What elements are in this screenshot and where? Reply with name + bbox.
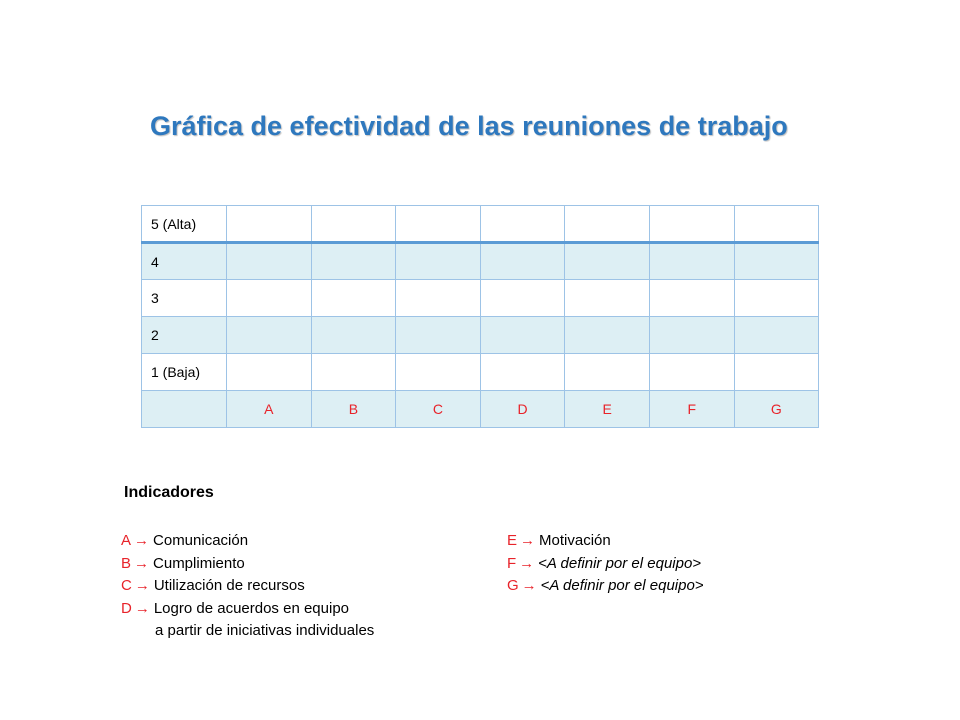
grid-cell bbox=[734, 354, 819, 391]
arrow-right-icon: → bbox=[134, 577, 150, 594]
grid-row bbox=[142, 354, 819, 391]
grid-cell bbox=[396, 280, 481, 317]
grid-cell bbox=[311, 206, 396, 243]
indicator-item bbox=[507, 530, 887, 553]
indicator-letter: B bbox=[121, 554, 132, 572]
grid-cell bbox=[227, 317, 312, 354]
category-label: A bbox=[227, 391, 312, 428]
category-label: G bbox=[734, 391, 819, 428]
indicator-item bbox=[507, 553, 887, 576]
rating-label: 5 (Alta) bbox=[142, 206, 227, 243]
indicator-text: Motivación bbox=[539, 532, 611, 549]
category-label: F bbox=[649, 391, 734, 428]
indicator-letter: D bbox=[121, 599, 132, 617]
grid-cell bbox=[565, 280, 650, 317]
rating-label: 4 bbox=[142, 243, 227, 280]
indicator-letter: F bbox=[507, 554, 517, 572]
category-label: B bbox=[311, 391, 396, 428]
grid-cell bbox=[649, 243, 734, 280]
grid-cell bbox=[565, 243, 650, 280]
grid-cell bbox=[311, 317, 396, 354]
page-title: Gráfica de efectividad de las reuniones de trabajo bbox=[150, 111, 788, 141]
arrow-right-icon: → bbox=[134, 554, 150, 572]
grid-cell bbox=[311, 243, 396, 280]
indicator-item bbox=[121, 530, 501, 553]
grid-cell bbox=[142, 391, 227, 428]
indicator-text: Utilización de recursos bbox=[153, 577, 305, 594]
grid-cell bbox=[649, 280, 734, 317]
grid-cell bbox=[480, 317, 565, 354]
grid-row bbox=[142, 280, 819, 317]
rating-label: 2 bbox=[142, 317, 227, 354]
arrow-right-icon: → bbox=[520, 532, 536, 549]
indicator-letter: A bbox=[121, 532, 132, 549]
indicator-letter: E bbox=[507, 532, 518, 549]
grid-cell bbox=[734, 317, 819, 354]
indicator-letter: G bbox=[507, 577, 519, 594]
grid-cell bbox=[734, 280, 819, 317]
grid-cell bbox=[565, 354, 650, 391]
grid-cell bbox=[649, 354, 734, 391]
indicator-item bbox=[507, 575, 887, 598]
category-label: D bbox=[480, 391, 565, 428]
indicator-text: Comunicación bbox=[153, 532, 249, 549]
grid-cell bbox=[311, 280, 396, 317]
category-row bbox=[142, 391, 819, 428]
arrow-right-icon: → bbox=[519, 554, 535, 572]
indicator-text: Logro de acuerdos en equipo bbox=[153, 599, 349, 617]
grid-cell bbox=[649, 317, 734, 354]
indicators-list-right bbox=[507, 530, 887, 598]
category-label: C bbox=[396, 391, 481, 428]
grid-cell bbox=[227, 243, 312, 280]
grid-cell bbox=[565, 206, 650, 243]
grid-cell bbox=[480, 243, 565, 280]
grid-cell bbox=[734, 206, 819, 243]
grid-cell bbox=[480, 354, 565, 391]
arrow-right-icon: → bbox=[134, 599, 150, 617]
grid-cell bbox=[734, 243, 819, 280]
indicator-item bbox=[121, 575, 501, 598]
effectiveness-grid bbox=[141, 205, 819, 428]
grid-cell bbox=[480, 280, 565, 317]
category-label: E bbox=[565, 391, 650, 428]
indicators-list-left bbox=[121, 530, 501, 643]
grid-cell bbox=[565, 317, 650, 354]
grid-cell bbox=[480, 206, 565, 243]
grid-cell bbox=[396, 206, 481, 243]
grid-cell bbox=[227, 354, 312, 391]
grid-cell bbox=[396, 354, 481, 391]
rating-label: 1 (Baja) bbox=[142, 354, 227, 391]
grid-row bbox=[142, 317, 819, 354]
grid-cell bbox=[227, 280, 312, 317]
grid-cell bbox=[649, 206, 734, 243]
rating-label: 3 bbox=[142, 280, 227, 317]
grid-cell bbox=[311, 354, 396, 391]
indicators-heading: Indicadores bbox=[124, 484, 214, 501]
arrow-right-icon: → bbox=[134, 532, 150, 549]
indicator-text-continuation: a partir de iniciativas individuales bbox=[155, 622, 375, 639]
indicator-item bbox=[121, 598, 501, 643]
grid-row bbox=[142, 206, 819, 243]
grid-row bbox=[142, 243, 819, 280]
indicator-text: <A definir por el equipo> bbox=[540, 577, 704, 594]
indicator-text: Cumplimiento bbox=[153, 554, 245, 572]
arrow-right-icon: → bbox=[521, 577, 537, 594]
indicator-text: <A definir por el equipo> bbox=[538, 554, 702, 572]
indicator-letter: C bbox=[121, 577, 132, 594]
grid-cell bbox=[227, 206, 312, 243]
indicator-item bbox=[121, 553, 501, 576]
grid-cell bbox=[396, 243, 481, 280]
grid-cell bbox=[396, 317, 481, 354]
